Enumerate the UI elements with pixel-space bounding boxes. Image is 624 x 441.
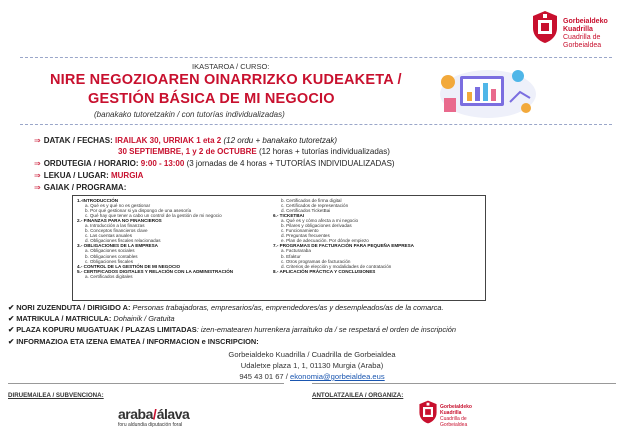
places-bullet <box>8 325 456 334</box>
logo-line2: Kuadrilla <box>440 410 462 416</box>
program-box <box>72 195 486 301</box>
place-label: LEKUA / LUGAR: <box>43 171 109 180</box>
funding-label: DIRUEMAILEA / SUBVENCIONA: <box>8 392 104 399</box>
target-bullet <box>8 303 444 312</box>
program-subitem: a. Qué es y cómo afecta a mi negocio <box>281 218 359 224</box>
program-subitem: d. Preguntas frecuentes <box>281 233 330 239</box>
target-label: NORI ZUZENDUTA / DIRIGIDO A: <box>16 303 131 312</box>
course-kicker: IKASTAROA / CURSO: <box>192 62 270 71</box>
arrow-icon: ⇒ <box>34 159 41 168</box>
program-subitem: d. Certificados TicketBai <box>281 208 331 214</box>
contact-bullet <box>8 337 259 346</box>
places-label: PLAZA KOPURU MUGATUAK / PLAZAS LIMITADAS <box>16 325 197 334</box>
schedule-label: ORDUTEGIA / HORARIO: <box>43 159 139 168</box>
fee-label: MATRIKULA / MATRICULA: <box>16 314 112 323</box>
program-subitem: b. Pilares y obligaciones derivadas <box>281 223 352 229</box>
program-column-right <box>273 198 481 274</box>
araba-alava-logo <box>118 406 189 428</box>
program-subitem: a. Facturaraba <box>281 248 311 254</box>
contact-phone-email <box>162 372 462 381</box>
check-icon: ✔ <box>8 303 15 312</box>
dates-es-note: (12 horas + tutorías individualizadas) <box>258 147 390 156</box>
check-icon: ✔ <box>8 337 15 346</box>
program-subitem: d. Obligaciones fiscales relacionadas <box>85 238 161 244</box>
arrow-icon: ⇒ <box>34 171 41 180</box>
schedule-note: (3 jornadas de 4 horas + TUTORÍAS INDIVIDUALIZADAS) <box>186 159 395 168</box>
alava-word: álava <box>156 406 190 422</box>
course-title-eu: NIRE NEGOZIOAREN OINARRIZKO KUDEAKETA / <box>50 72 402 88</box>
program-section-heading: 5.- CERTIFICADOS DIGITALES Y RELACIÓN CON LA ADMINISTRACIÓN <box>77 268 234 274</box>
footer-rule-left <box>8 383 284 384</box>
course-subtitle: (banakako tutoretzakin / con tutorías individualizadas) <box>94 110 285 119</box>
dates-eu-note: (12 ordu + banakako tutoretzak) <box>223 136 338 145</box>
dates-line <box>34 136 337 145</box>
araba-subtitle: foru aldundia diputación foral <box>118 422 183 428</box>
contact-separator: / <box>283 372 290 381</box>
program-subitem: d. Criterios de elección y modalidades de contratación <box>281 263 392 269</box>
gorbeialdea-logo-footer <box>418 399 488 433</box>
program-subitem: b. Por qué gestionar si ya dispongo de una asesoría <box>85 208 192 214</box>
arrow-icon: ⇒ <box>34 183 41 192</box>
logo-line1: Gorbeialdeko <box>563 18 608 25</box>
araba-slash: / <box>152 406 157 422</box>
contact-phone: 945 43 01 67 <box>239 372 284 381</box>
program-section-heading: 4.- CONTROL DE LA GESTIÓN DE MI NEGOCIO <box>77 263 181 269</box>
shield-icon <box>418 399 438 425</box>
dates-es: 30 SEPTIEMBRE, 1 y 2 de OCTUBRE <box>118 147 257 156</box>
dates-line-es <box>118 147 390 156</box>
business-illustration <box>430 62 540 120</box>
logo-line1: Gorbeialdeko <box>440 404 472 410</box>
program-subitem: c. Funcionamiento <box>281 228 319 234</box>
program-subitem: c. Otros programas de facturación <box>281 258 351 264</box>
organizer-label: ANTOLATZAILEA / ORGANIZA: <box>312 392 404 399</box>
program-subitem: c. Qué hay que tener a cabo un control de la gestión de mi negocio <box>85 213 222 219</box>
program-section-heading: 3.- OBLIGACIONES DE LA EMPRESA <box>77 243 158 249</box>
logo-line3: Cuadrilla de <box>440 416 467 422</box>
logo-line2: Kuadrilla <box>563 26 593 33</box>
check-icon: ✔ <box>8 314 15 323</box>
program-section-heading: 1.-INTRODUCCIÓN <box>77 198 119 203</box>
program-subitem: a. Introducción a las finanzas <box>85 223 145 229</box>
course-title-es: GESTIÓN BÁSICA DE MI NEGOCIO <box>88 91 335 107</box>
fee-bullet <box>8 314 175 323</box>
program-section-heading: 2.- FINANZAS PARA NO FINANCIEROS <box>77 218 162 224</box>
program-label: GAIAK / PROGRAMA: <box>43 183 127 192</box>
program-subitem: b. Conceptos financieros clave <box>85 228 148 234</box>
dates-eu: IRAILAK 30, URRIAK 1 eta 2 <box>114 136 222 145</box>
program-subitem: b. Efaktur <box>281 253 301 259</box>
program-column-left <box>77 198 277 279</box>
program-subitem: a. Obligaciones sociales <box>85 248 135 254</box>
target-value: Personas trabajadoras, empresarios/as, emprendedores/as y desempleados/as de la comarca. <box>132 303 444 312</box>
shield-icon <box>531 10 559 44</box>
check-icon: ✔ <box>8 325 15 334</box>
logo-line4: Gorbeialdea <box>440 422 468 428</box>
dates-label: DATAK / FECHAS: <box>43 136 113 145</box>
araba-word: araba <box>118 406 153 422</box>
program-subitem: c. Certificados de representación <box>281 203 349 209</box>
places-value: : izen-ematearen hurrenkera jarraituko da / se respetará el orden de inscripción <box>196 325 456 334</box>
program-subitem: e. Plan de adecuación. Por dónde empiezo <box>281 238 369 244</box>
schedule-value: 9:00 - 13:00 <box>140 159 185 168</box>
logo-line3: Cuadrilla de <box>563 34 601 41</box>
program-subitem: a. Qué es y qué no es gestionar <box>85 203 151 209</box>
contact-org: Gorbeialdeko Kuadrilla / Cuadrilla de Gorbeialdea <box>228 350 396 359</box>
program-section-heading: 6.- TICKETBAI <box>273 213 305 219</box>
program-subitem: c. Obligaciones fiscales <box>85 258 134 264</box>
program-subitem: a. Certificados digitales <box>85 273 133 279</box>
logo-line4: Gorbeialdea <box>563 42 602 49</box>
program-subitem: b. Obligaciones contables <box>85 253 138 259</box>
contact-label: INFORMAZIOA ETA IZENA EMATEA / INFORMACION e INSCRIPCION: <box>16 337 259 346</box>
place-value: MURGIA <box>110 171 144 180</box>
program-subitem: c. Las cuentas anuales <box>85 233 132 239</box>
arrow-icon: ⇒ <box>34 136 41 145</box>
program-line <box>34 183 126 192</box>
footer-rule-right <box>312 383 616 384</box>
schedule-line <box>34 159 395 168</box>
program-subitem: b. Certificados de firma digital <box>281 198 342 203</box>
contact-email-link[interactable]: ekonomia@gorbeialdea.eus <box>290 372 385 381</box>
contact-address: Udaletxe plaza 1, 1, 01130 Murgia (Araba) <box>240 361 384 370</box>
place-line <box>34 171 143 180</box>
gorbeialdea-logo <box>531 10 621 48</box>
fee-value: Dohainik / Gratuita <box>113 314 175 323</box>
program-section-heading: 7.- PROGRAMAS DE FACTURACIÓN PARA PEQUEÑA EMPRESA <box>273 243 414 249</box>
program-section-heading: 8.- APLICACIÓN PRÁCTICA Y CONCLUSIONES <box>273 268 376 274</box>
